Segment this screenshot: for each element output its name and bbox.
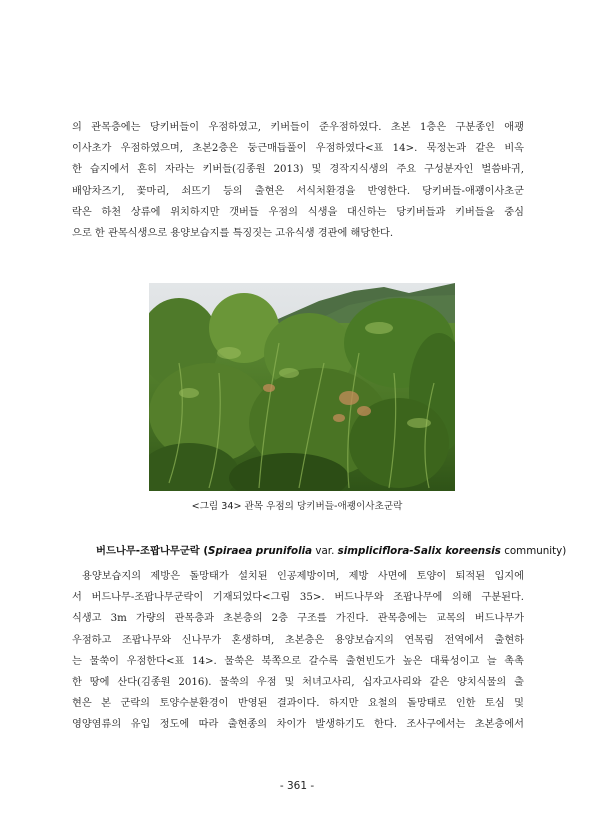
heading-var: var. (312, 545, 338, 557)
text-line: 서 버드나무-조팝나무군락이 기재되었다<그림 35>. 버드나무와 조팝나무에 의해 구분된다. (72, 592, 524, 604)
text-line: 배암차즈기, 꽃마리, 쇠뜨기 등의 출현은 서식처환경을 반영한다. 당키버들-애괭이사초군 (72, 185, 524, 197)
page-number: - 361 - (279, 780, 315, 792)
text-line: 영양염류의 유입 정도에 따라 출현종의 차이가 발생하기도 한다. 조사구에서는 초본층에서 (72, 719, 524, 731)
body-paragraph-2 (72, 566, 524, 736)
text-line: 용양보습지의 제방은 돌망태가 설치된 인공제방이며, 제방 사면에 토양이 퇴적된 입지에 (82, 571, 524, 582)
figure-caption: <그림 34> 관목 우점의 당키버들-애괭이사초군락 (191, 501, 403, 512)
body-paragraph-1 (72, 117, 524, 244)
heading-species-1: Spiraea prunifolia (208, 545, 313, 557)
text-line: 으로 한 관목식생으로 용양보습지를 특징짓는 고유식생 경관에 해당한다. (72, 227, 394, 239)
heading-end: community) (500, 545, 567, 557)
heading-species-2: simpliciflora-Salix koreensis (337, 545, 501, 557)
heading-korean: 버드나무-조팝나무군락 ( (96, 545, 209, 557)
text-line: 우점하고 조팝나무와 신나무가 혼생하며, 초본층은 용양보습지의 연목림 전역에서 출현하 (72, 634, 524, 646)
text-line: 는 물쑥이 우점한다<표 14>. 물쑥은 북쪽으로 갈수록 출현빈도가 높은 대륙성이고 늘 촉촉 (72, 655, 524, 667)
section-heading (96, 542, 567, 557)
text-line: 한 습지에서 흔히 자라는 키버들(김종원 2013) 및 경작지식생의 주요 구성분자인 벌씀바귀, (72, 164, 524, 176)
text-line: 한 땅에 산다(김종원 2016). 물쑥의 우점 및 처녀고사리, 십자고사리와 같은 양치식물의 출 (72, 676, 524, 688)
text-line: 락은 하천 상류에 위치하지만 갯버들 우점의 식생을 대신하는 당키버들과 키버들을 중심 (72, 206, 524, 218)
text-line: 현은 본 군락의 토양수분환경이 반영된 결과이다. 하지만 요철의 돌망태로 인한 토심 및 (72, 698, 524, 710)
figure-photo-willow-shrubland (149, 283, 455, 491)
text-line: 의 관목층에는 당키버들이 우점하였고, 키버들이 준우점하였다. 초본 1층은 구분종인 애괭 (72, 122, 524, 133)
text-line: 이사초가 우점하였으며, 초본2층은 둥근매듭풀이 우점하였다<표 14>. 묵정논과 같은 비옥 (72, 143, 524, 155)
text-line: 식생고 3m 가량의 관목층과 초본층의 2층 구조를 가진다. 관목층에는 교목의 버드나무가 (72, 613, 524, 625)
